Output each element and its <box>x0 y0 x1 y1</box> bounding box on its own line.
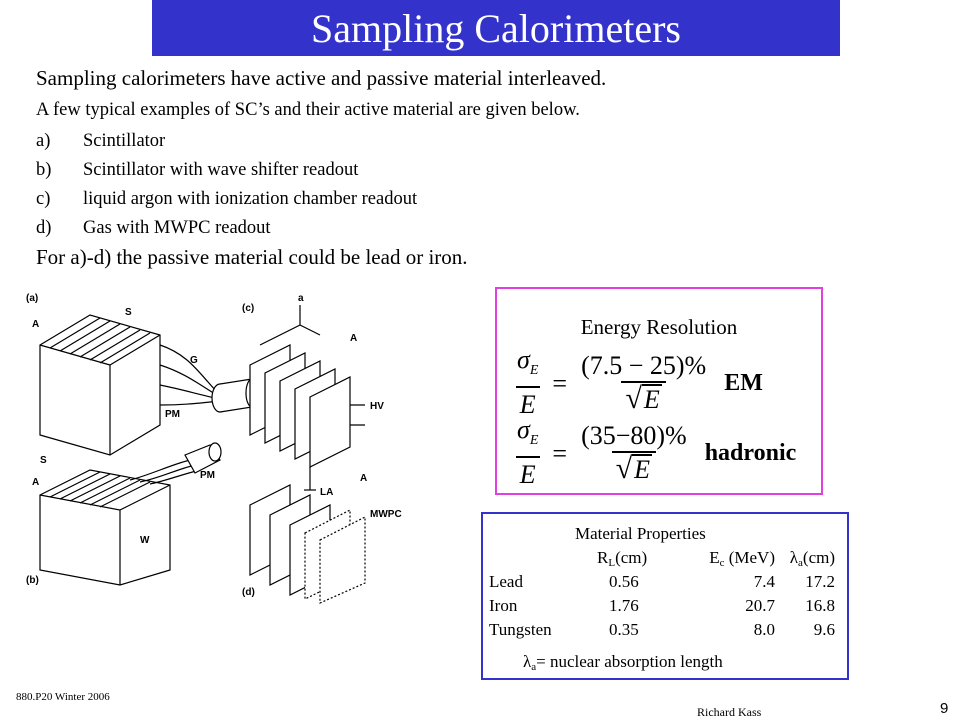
calorimeter-diagrams <box>20 285 460 605</box>
material-name: Lead <box>489 572 523 591</box>
intro-text-2: A few typical examples of SC’s and their active material are given below. <box>36 100 580 120</box>
table-header-row <box>489 546 835 570</box>
absorption-length-note: λa= nuclear absorption length <box>523 652 723 673</box>
label-a-d: A <box>360 473 368 484</box>
panel-label-b: (b) <box>26 575 39 586</box>
list-text: Gas with MWPC readout <box>83 218 271 238</box>
hadronic-label: hadronic <box>704 440 797 466</box>
label-hv-c: HV <box>370 401 384 412</box>
list-marker: b) <box>36 160 52 180</box>
equals-sign: = <box>552 368 568 398</box>
rl-value: 0.56 <box>609 572 639 591</box>
energy-symbol: E <box>516 386 540 422</box>
material-table <box>489 546 835 642</box>
table-row <box>489 594 835 618</box>
equals-sign: = <box>552 438 568 468</box>
sqrt-e: E <box>634 454 651 484</box>
list-text: Scintillator <box>83 131 166 151</box>
label-a-c-top: a <box>298 293 304 304</box>
rl-value: 1.76 <box>609 596 639 615</box>
col-la: λa(cm) <box>789 547 835 569</box>
la-value: 16.8 <box>805 596 835 615</box>
label-pm-b: PM <box>200 470 215 481</box>
list-item <box>36 215 417 244</box>
author-footer: Richard Kass <box>697 705 762 719</box>
list-marker: c) <box>36 189 51 209</box>
material-name: Iron <box>489 596 518 615</box>
sigma-subscript: E <box>529 363 539 378</box>
label-s-b: S <box>40 455 47 466</box>
fraction-sigma-e <box>513 415 542 492</box>
intro-text: Sampling calorimeters have active and passive material interleaved. <box>36 66 607 90</box>
label-la-c: LA <box>320 487 334 498</box>
la-value: 9.6 <box>813 620 835 639</box>
diagram-c <box>250 305 368 490</box>
energy-symbol: E <box>516 456 540 492</box>
label-g-a: G <box>190 355 198 366</box>
material-name: Tungsten <box>489 620 552 639</box>
panel-label-d: (d) <box>242 587 255 598</box>
sigma-subscript: E <box>529 433 539 448</box>
label-w-b: W <box>140 535 150 546</box>
list-item <box>36 157 417 186</box>
rl-value: 0.35 <box>609 620 639 639</box>
em-numerator: (7.5 − 25)% <box>581 350 707 380</box>
passive-text: For a)-d) the passive material could be lead or iron. <box>36 245 468 269</box>
energy-resolution-box <box>495 287 823 495</box>
diagram-b <box>40 443 221 585</box>
label-a-a: A <box>32 319 40 330</box>
page-number: 9 <box>940 700 949 717</box>
hadronic-formula <box>513 415 796 492</box>
panel-label-c: (c) <box>242 303 255 314</box>
col-ec: Ec (MeV) <box>709 547 775 569</box>
sigma-symbol: σ <box>517 415 530 444</box>
fraction-hadronic: (35−80)% √ E <box>577 421 691 487</box>
list-item <box>36 128 417 157</box>
label-s-a: S <box>125 307 132 318</box>
col-rl: RL(cm) <box>597 547 648 569</box>
list-marker: a) <box>36 131 51 151</box>
em-formula <box>513 345 763 422</box>
list-item <box>36 186 417 215</box>
diagram-d <box>250 485 365 603</box>
list-text: liquid argon with ionization chamber readout <box>83 189 418 209</box>
title-bar <box>152 0 840 56</box>
fraction-sigma-e <box>513 345 542 422</box>
list-marker: d) <box>36 218 52 238</box>
ec-value: 8.0 <box>753 620 775 639</box>
sqrt-e: E <box>643 384 660 414</box>
ec-value: 7.4 <box>753 572 775 591</box>
label-a-b: A <box>32 477 40 488</box>
slide-title: Sampling Calorimeters <box>311 5 681 51</box>
label-a-c: A <box>350 333 358 344</box>
fraction-em: (7.5 − 25)% √ E <box>577 351 710 417</box>
label-pm-a: PM <box>165 409 180 420</box>
table-row <box>489 618 835 642</box>
material-properties-box <box>481 512 849 680</box>
la-value: 17.2 <box>805 572 835 591</box>
examples-list <box>36 128 417 244</box>
panel-label-a: (a) <box>26 293 39 304</box>
hadronic-numerator: (35−80)% <box>581 420 687 450</box>
sigma-symbol: σ <box>517 345 530 374</box>
label-mwpc-d: MWPC <box>370 509 402 520</box>
list-text: Scintillator with wave shifter readout <box>83 160 359 180</box>
em-label: EM <box>724 370 763 396</box>
table-row <box>489 570 835 594</box>
material-heading: Material Properties <box>575 524 706 543</box>
energy-heading: Energy Resolution <box>580 315 738 339</box>
diagram-a <box>40 315 258 455</box>
ec-value: 20.7 <box>745 596 775 615</box>
course-footer: 880.P20 Winter 2006 <box>16 691 110 703</box>
